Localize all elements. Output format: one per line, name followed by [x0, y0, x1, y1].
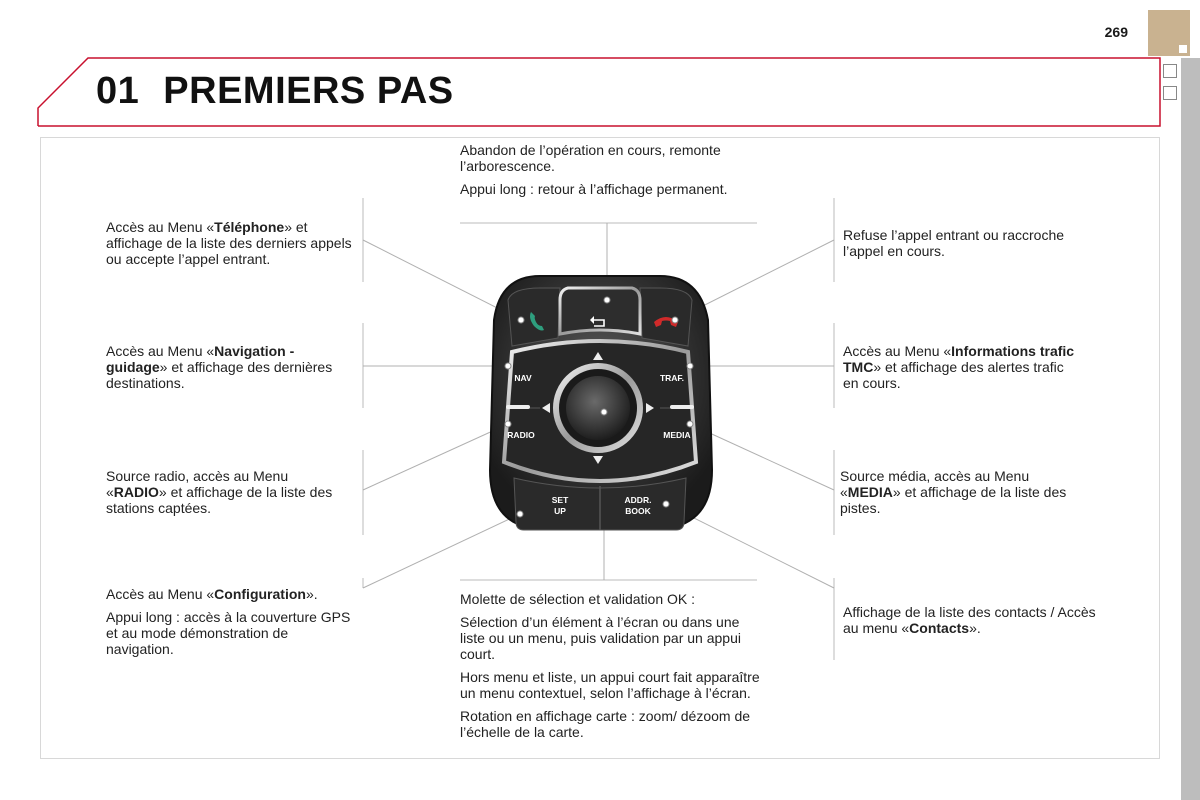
setup-button-label-line1: SET: [551, 495, 569, 505]
addr-button-label-line2: BOOK: [625, 506, 651, 516]
chapter-title: PREMIERS PAS: [163, 70, 454, 112]
page-number: 269: [1104, 24, 1128, 40]
nav-button-label: NAV: [514, 373, 532, 383]
traf-button-label: TRAF.: [659, 373, 685, 383]
annotation-radio: Source radio, accès au Menu «RADIO» et affichage de la liste des stations captées.: [106, 468, 333, 516]
annotation-knob: Molette de sélection et validation OK : Sélection d’un élément à l’écran ou dans une liste ou un menu, puis validation par un appui court. Hors menu et liste, un appui court fait apparaître un menu contextuel, selon l’affichage à l’écran. Rotation en affichage carte : zoom/ dézoom de l’échelle de la carte.: [460, 591, 760, 740]
addr-button-label-line1: ADDR.: [624, 495, 652, 505]
annotation-hangup: Refuse l’appel entrant ou raccroche l’appel en cours.: [843, 227, 1065, 259]
annotation-config: Accès au Menu «Configuration». Appui long : accès à la couverture GPS et au mode démonstration de navigation.: [106, 586, 351, 657]
media-button-label: MEDIA: [663, 430, 691, 440]
annotation-traffic: Accès au Menu «Informations trafic TMC» et affichage des alertes trafic en cours.: [843, 343, 1075, 391]
radio-button-label: RADIO: [507, 430, 535, 440]
annotation-contacts: Affichage de la liste des contacts / Accès au menu «Contacts».: [843, 604, 1096, 636]
annotation-back: Abandon de l’opération en cours, remonte l’arborescence. Appui long : retour à l’affichage permanent.: [460, 142, 728, 197]
setup-button-label-line2: UP: [554, 506, 566, 516]
annotation-telephone: Accès au Menu «Téléphone» et affichage de la liste des derniers appels ou accepte l’appel entrant.: [106, 219, 352, 267]
annotation-media: Source média, accès au Menu «MEDIA» et affichage de la liste des pistes.: [840, 468, 1067, 516]
chapter-number: 01: [96, 70, 140, 112]
annotation-navigation: Accès au Menu «Navigation - guidage» et affichage des dernières destinations.: [106, 343, 333, 391]
